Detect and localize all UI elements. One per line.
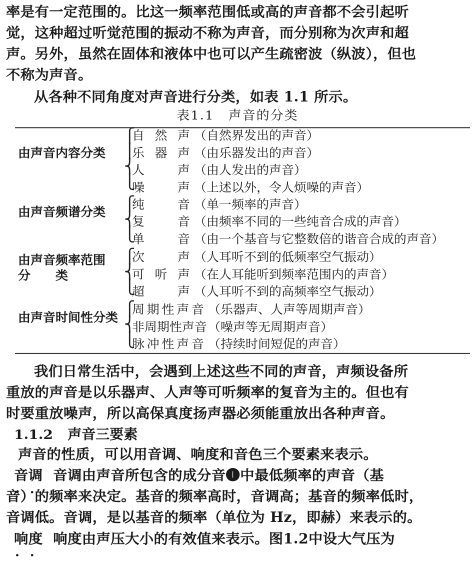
table-entry: 噪 声 （上述以外，令人烦噪的声音） xyxy=(132,179,370,195)
table-group-label: 由声音时间性分类 xyxy=(18,309,119,325)
table-entry: 复 音 （由频率不同的一些纯音合成的声音） xyxy=(132,214,407,229)
brace-icon: ⎧ ⎨ ⎩ xyxy=(124,247,136,296)
text-line: 音调低。音调，是以基音的频率（单位为 Hz，即赫）来表示的。 xyxy=(6,510,422,527)
text-line: 觉，这种超过听觉范围的振动不称为声音，而分别称为次声和超 xyxy=(6,25,409,42)
table-group-label: 由声音频谱分类 xyxy=(18,204,106,220)
text-line: 声。另外，虽然在固体和液体中也可以产生疏密波（纵波），但也 xyxy=(6,46,417,63)
text-line: 音调 • • 音调由声音所包含的成分音❶中最低频率的声音（基 xyxy=(14,466,384,487)
table-entry: 周期性声音 （乐器声、人声等周期声音） xyxy=(132,302,371,317)
text-line: 声音的性质，可以用音调、响度和音色三个要素来表示。 xyxy=(18,447,378,463)
section-title: 声音三要素 xyxy=(67,427,138,443)
table-entry: 可听声 （在人耳能听到频率范围内的声音） xyxy=(132,266,395,282)
text-line: 音）的频率来决定。基音的频率高时，音调高；基音的频率低时， xyxy=(6,489,424,506)
table-entry: 人 声 （由人发出的声音） xyxy=(132,162,307,177)
table-entry: 脉冲性声音 （持续时间短促的声音） xyxy=(132,336,346,352)
table-group-label: 由声音频率范围分 类 xyxy=(18,252,106,283)
table-entry: 非周期性声音（噪声等无周期声音） xyxy=(132,319,334,334)
table-group-label: 由声音内容分类 xyxy=(18,145,106,160)
text-line: 率是有一定范围的。比这一频率范围低或高的声音都不会引起听 xyxy=(6,4,409,21)
table-intro: 从各种不同角度对声音进行分类，如表 1.1 所示。 xyxy=(34,89,358,106)
table-entry: 纯 音 （单一频率的声音） xyxy=(132,197,307,212)
brace-icon: ⎧ ⎪ ⎨ ⎩ xyxy=(124,127,136,191)
table-entry: 自然声 （自然界发出的声音） xyxy=(132,128,320,143)
brace-icon: ⎧ ⎨ ⎩ xyxy=(124,195,136,243)
text-line: 重放的声音是以乐器声、人声等可听频率的复音为主的。但也有 xyxy=(6,385,409,401)
table-entry: 次 声 （人耳听不到的低频率空气振动） xyxy=(132,249,382,264)
table-bottom-rule xyxy=(15,353,470,354)
table-caption: 表1.1 声音的分类 xyxy=(176,109,299,124)
table-entry: 单 音 （由一个基音与它整数倍的谐音合成的声音） xyxy=(132,231,445,246)
table-entry: 超 声 （人耳听不到的高频率空气振动） xyxy=(132,284,382,299)
section-heading xyxy=(14,425,138,446)
term-loudness: 响度 • • xyxy=(14,532,43,547)
brace-icon: ⎧ ⎨ ⎩ xyxy=(124,300,136,349)
table-entry: 乐器声 （由乐器发出的声音） xyxy=(132,145,320,160)
text-line: 时要重放噪声，所以高保真度扬声器必须能重放出各种声音。 xyxy=(6,406,395,422)
text-line: 响度 • • 响度由声压大小的有效值来表示。图1.2中设大气压为 xyxy=(14,529,395,550)
term-pitch: 音调 • • xyxy=(14,469,43,484)
section-number: 1.1.2 xyxy=(14,427,53,443)
text-line: 不称为声音。 xyxy=(6,67,93,84)
text-line: 我们日常生活中，会遇到上述这些不同的声音，声频设备所 xyxy=(34,364,409,380)
